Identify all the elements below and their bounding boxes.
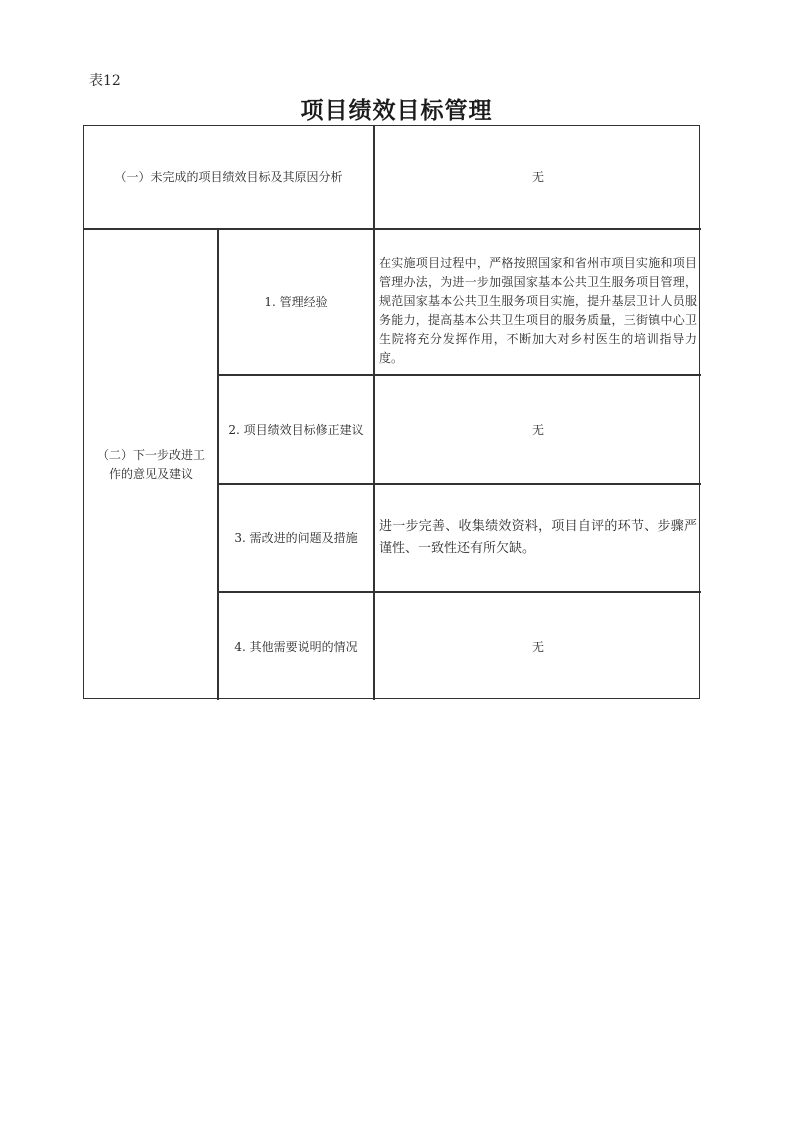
other-notes-value: 无 xyxy=(531,639,544,654)
revision-suggestion-label: 2. 项目绩效目标修正建议 xyxy=(228,422,364,437)
other-notes-label: 4. 其他需要说明的情况 xyxy=(234,639,358,654)
page-title: 项目绩效目标管理 xyxy=(300,98,493,124)
section2-label: （二）下一步改进工作的意见及建议 xyxy=(96,448,205,481)
table-number: 表12 xyxy=(89,73,121,89)
section1-value: 无 xyxy=(531,170,544,184)
management-experience-label: 1. 管理经验 xyxy=(264,295,328,309)
improvement-issues-label: 3. 需改进的问题及措施 xyxy=(234,531,358,545)
improvement-issues-value: 进一步完善、收集绩效资料，项目自评的环节、步骤严谨性、一致性还有所欠缺。 xyxy=(379,519,697,556)
management-experience-value: 在实施项目过程中，严格按照国家和省州市项目实施和项目管理办法，为进一步加强国家基本公共卫生服务项目管理，规范国家基本公共卫生服务项目实施，提升基层卫计人员服务能力，提高基本公共卫生项目的服务质量，三街镇中心卫生院将充分发挥作用，不断加大对乡村医生的培训指导力度。 xyxy=(379,256,697,365)
section1-label: （一）未完成的项目绩效目标及其原因分析 xyxy=(114,170,343,184)
performance-table xyxy=(83,125,700,699)
revision-suggestion-value: 无 xyxy=(531,422,544,437)
